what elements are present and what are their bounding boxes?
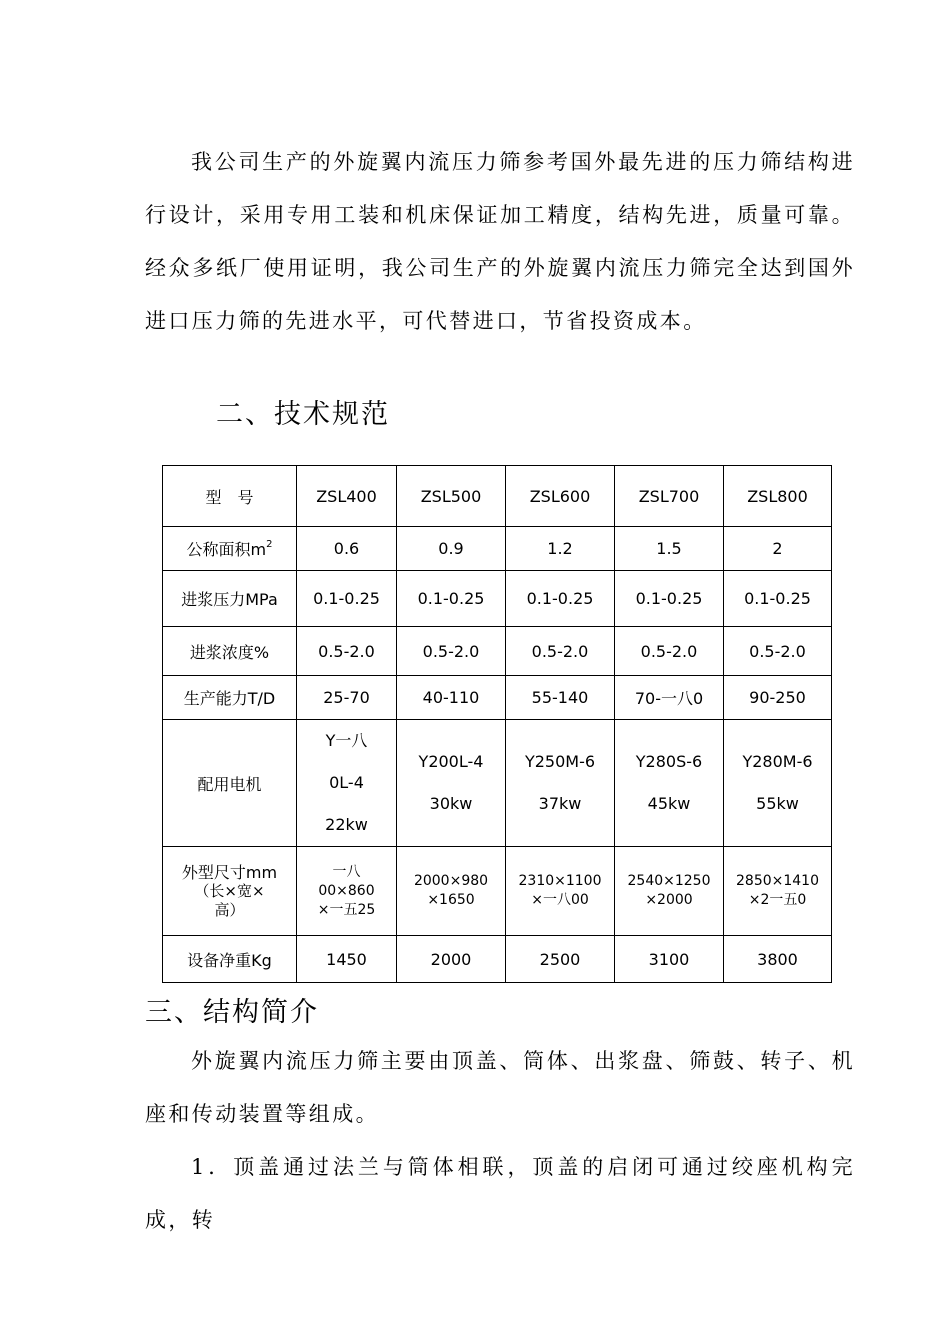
dimensions-cell: 2850×1410 ×2一五0 (724, 847, 832, 936)
concentration-cell: 0.5-2.0 (397, 627, 506, 676)
table-row-model (163, 466, 832, 527)
concentration-label: 进浆浓度% (163, 627, 297, 676)
area-cell: 0.9 (397, 527, 506, 571)
dimensions-cell: 2540×1250 ×2000 (615, 847, 724, 936)
pressure-cell: 0.1-0.25 (724, 571, 832, 627)
structure-item-1: 1．顶盖通过法兰与筒体相联，顶盖的启闭可通过绞座机构完成，转 (145, 1155, 855, 1232)
table-row-capacity (163, 676, 832, 720)
motor-cell: Y280S-6 45kw (615, 720, 724, 847)
model-cell: ZSL600 (506, 466, 615, 527)
weight-cell: 1450 (297, 936, 397, 983)
model-label: 型 号 (163, 466, 297, 527)
concentration-cell: 0.5-2.0 (724, 627, 832, 676)
capacity-cell: 70-一八0 (615, 676, 724, 720)
concentration-cell: 0.5-2.0 (297, 627, 397, 676)
dimensions-cell: 2000×980 ×1650 (397, 847, 506, 936)
table-row-concentration (163, 627, 832, 676)
capacity-label: 生产能力T/D (163, 676, 297, 720)
model-cell: ZSL700 (615, 466, 724, 527)
weight-cell: 3100 (615, 936, 724, 983)
model-cell: ZSL800 (724, 466, 832, 527)
table-row-pressure (163, 571, 832, 627)
section-3-title: 三、结构简介 (145, 997, 319, 1028)
table-row-area (163, 527, 832, 571)
intro-paragraph: 我公司生产的外旋翼内流压力筛参考国外最先进的压力筛结构进行设计，采用专用工装和机床保证加工精度，结构先进，质量可靠。经众多纸厂使用证明，我公司生产的外旋翼内流压力筛完全达到国外进口压力筛的先进水平，可代替进口，节省投资成本。 (145, 150, 855, 333)
dimensions-cell: 一八 00×860 ×一五25 (297, 847, 397, 936)
capacity-cell: 90-250 (724, 676, 832, 720)
area-cell: 0.6 (297, 527, 397, 571)
weight-cell: 2000 (397, 936, 506, 983)
motor-cell: Y280M-6 55kw (724, 720, 832, 847)
concentration-cell: 0.5-2.0 (506, 627, 615, 676)
pressure-cell: 0.1-0.25 (397, 571, 506, 627)
table-row-motor (163, 720, 832, 847)
area-label: 公称面积$m^2$ (163, 527, 297, 571)
pressure-cell: 0.1-0.25 (506, 571, 615, 627)
weight-cell: 3800 (724, 936, 832, 983)
area-cell: 1.5 (615, 527, 724, 571)
motor-cell: Y一八 0L-4 22kw (297, 720, 397, 847)
motor-cell: Y250M-6 37kw (506, 720, 615, 847)
capacity-cell: 25-70 (297, 676, 397, 720)
area-cell: 1.2 (506, 527, 615, 571)
table-row-dimensions (163, 847, 832, 936)
concentration-cell: 0.5-2.0 (615, 627, 724, 676)
pressure-cell: 0.1-0.25 (297, 571, 397, 627)
motor-label: 配用电机 (163, 720, 297, 847)
spec-table (162, 465, 832, 983)
section-2-title: 二、技术规范 (216, 399, 390, 430)
dimensions-cell: 2310×1100 ×一八00 (506, 847, 615, 936)
dimensions-label: 外型尺寸mm （长×宽× 高） (163, 847, 297, 936)
model-cell: ZSL400 (297, 466, 397, 527)
motor-cell: Y200L-4 30kw (397, 720, 506, 847)
capacity-cell: 40-110 (397, 676, 506, 720)
capacity-cell: 55-140 (506, 676, 615, 720)
table-row-weight (163, 936, 832, 983)
area-cell: 2 (724, 527, 832, 571)
weight-label: 设备净重Kg (163, 936, 297, 983)
pressure-label: 进浆压力MPa (163, 571, 297, 627)
pressure-cell: 0.1-0.25 (615, 571, 724, 627)
model-cell: ZSL500 (397, 466, 506, 527)
structure-paragraph: 外旋翼内流压力筛主要由顶盖、筒体、出浆盘、筛鼓、转子、机座和传动装置等组成。 (145, 1049, 855, 1126)
weight-cell: 2500 (506, 936, 615, 983)
